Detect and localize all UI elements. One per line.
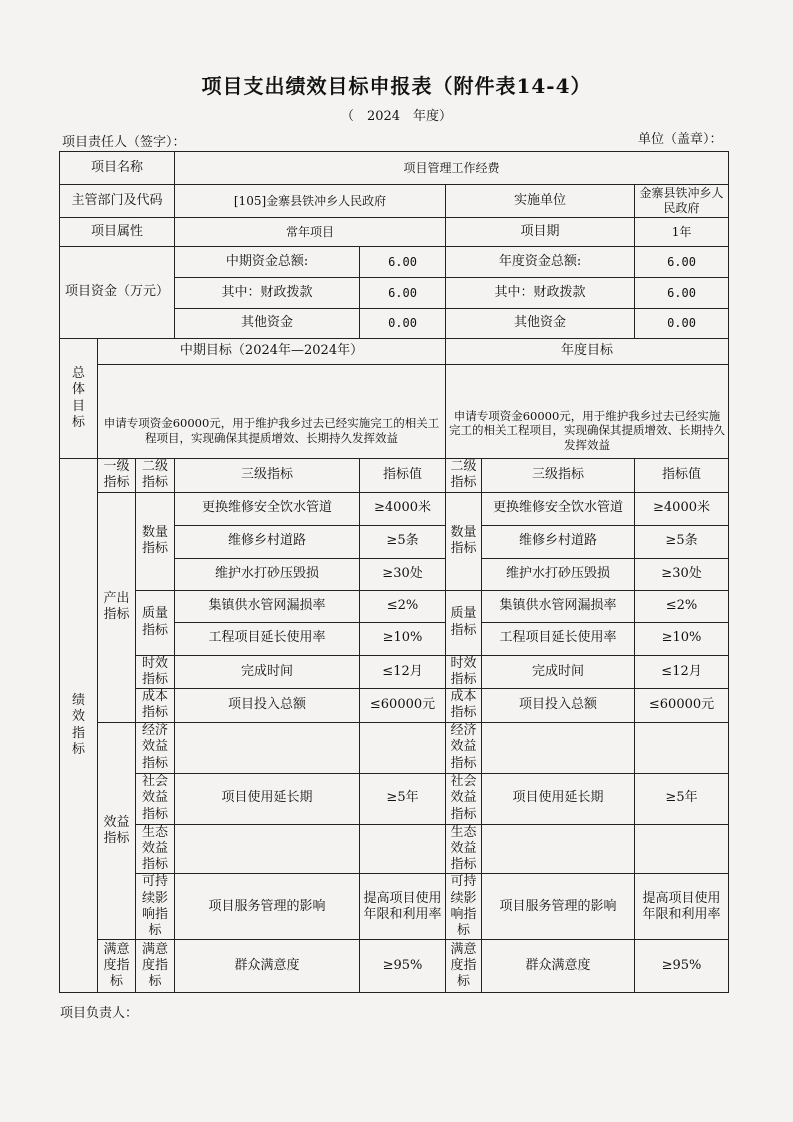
cat-time-year: 时效指标 [446,655,482,689]
mid-total-value: 6.00 [360,247,446,278]
su1-name: 项目服务管理的影响 [175,874,360,940]
col-value-year: 指标值 [635,459,729,493]
year-total-value: 6.00 [635,247,729,278]
cat-cost-year: 成本指标 [446,689,482,723]
sa1-name: 群众满意度 [175,940,360,993]
mid-goal-text: 申请专项资金60000元，用于维护我乡过去已经实施完工的相关工程项目，实现确保其提质增效、长期持久发挥效益 [98,365,446,459]
q2-name-year: 维修乡村道路 [482,525,635,558]
col-level3: 三级指标 [175,459,360,493]
year-fiscal-value: 6.00 [635,278,729,309]
econ-name-empty [175,722,360,773]
mid-other-value: 0.00 [360,309,446,339]
eco-name-empty [175,824,360,874]
cat-quality: 质量指标 [136,590,175,655]
eco-value-year-empty [635,824,729,874]
q3-value-year: ≥30处 [635,558,729,590]
year-total-label: 年度资金总额: [446,247,635,278]
q3-value: ≥30处 [360,558,446,590]
year-line: （ 2024 年度） [340,109,453,124]
project-leader-label: 项目负责人： [60,1006,139,1021]
cat-quantity: 数量指标 [136,492,175,590]
col-level3-year: 三级指标 [482,459,635,493]
sa1-name-year: 群众满意度 [482,940,635,993]
cat-quality-year: 质量指标 [446,590,482,655]
t1-value: ≤12月 [360,655,446,689]
su1-value-year: 提高项目使用年限和利用率 [635,874,729,940]
t1-name: 完成时间 [175,655,360,689]
cat-time: 时效指标 [136,655,175,689]
q2-value-year: ≥5条 [635,525,729,558]
mid-other-label: 其他资金 [175,309,360,339]
s1-name-year: 项目使用延长期 [482,773,635,824]
cat-sustain: 可持续影响指标 [136,874,175,940]
period-label: 项目期 [446,218,635,247]
dept-value: [105]金寨县铁冲乡人民政府 [175,185,446,218]
s1-name: 项目使用延长期 [175,773,360,824]
ql1-value: ≤2% [360,590,446,622]
t1-value-year: ≤12月 [635,655,729,689]
benefit-label: 效益指标 [98,722,136,940]
q1-value-year: ≥4000米 [635,492,729,525]
sa1-value: ≥95% [360,940,446,993]
mid-fiscal-label: 其中：财政拨款 [175,278,360,309]
col-level2-year: 二级指标 [446,459,482,493]
eco-name-year-empty [482,824,635,874]
indicators-section-label: 绩 效 指 标 [60,459,98,993]
q3-name-year: 维护水打砂压毁损 [482,558,635,590]
c1-name-year: 项目投入总额 [482,689,635,723]
output-label: 产出指标 [98,492,136,722]
q1-value: ≥4000米 [360,492,446,525]
c1-value-year: ≤60000元 [635,689,729,723]
unit-label: 单位（盖章）： [638,132,723,147]
sa1-value-year: ≥95% [635,940,729,993]
eco-value-empty [360,824,446,874]
period-value: 1年 [635,218,729,247]
attr-label: 项目属性 [60,218,175,247]
cat-satisfaction-year: 满意度指标 [446,940,482,993]
year-other-label: 其他资金 [446,309,635,339]
col-value: 指标值 [360,459,446,493]
cat-economic: 经济效益指标 [136,722,175,773]
goals-label: 总 体 目 标 [60,339,98,459]
performance-table [59,151,729,993]
cat-eco: 生态效益指标 [136,824,175,874]
year-goal-header: 年度目标 [446,339,729,365]
ql1-value-year: ≤2% [635,590,729,622]
q2-value: ≥5条 [360,525,446,558]
c1-value: ≤60000元 [360,689,446,723]
ql2-name: 工程项目延长使用率 [175,622,360,655]
mid-fiscal-value: 6.00 [360,278,446,309]
ql2-name-year: 工程项目延长使用率 [482,622,635,655]
funds-label: 项目资金（万元） [60,247,175,339]
year-goal-text: 申请专项资金60000元，用于维护我乡过去已经实施完工的相关工程项目，实现确保其提质增效、长期持久发挥效益 [446,365,729,459]
s1-value-year: ≥5年 [635,773,729,824]
q2-name: 维修乡村道路 [175,525,360,558]
s1-value: ≥5年 [360,773,446,824]
cat-satisfaction: 满意度指标 [136,940,175,993]
ql2-value-year: ≥10% [635,622,729,655]
su1-value: 提高项目使用年限和利用率 [360,874,446,940]
impl-value: 金寨县铁冲乡人民政府 [635,185,729,218]
ql1-name-year: 集镇供水管网漏损率 [482,590,635,622]
col-level2: 二级指标 [136,459,175,493]
cat-social: 社会效益指标 [136,773,175,824]
q1-name: 更换维修安全饮水管道 [175,492,360,525]
satisfaction-label: 满意度指标 [98,940,136,993]
cat-social-year: 社会效益指标 [446,773,482,824]
mid-goal-header: 中期目标（2024年—2024年） [98,339,446,365]
c1-name: 项目投入总额 [175,689,360,723]
responsible-label: 项目责任人（签字）： [62,135,186,150]
dept-label: 主管部门及代码 [60,185,175,218]
col-level1: 一级指标 [98,459,136,493]
cat-quantity-year: 数量指标 [446,492,482,590]
mid-total-label: 中期资金总额: [175,247,360,278]
su1-name-year: 项目服务管理的影响 [482,874,635,940]
ql1-name: 集镇供水管网漏损率 [175,590,360,622]
q1-name-year: 更换维修安全饮水管道 [482,492,635,525]
page-title: 项目支出绩效目标申报表（附件表14-4） [201,74,592,98]
cat-sustain-year: 可持续影响指标 [446,874,482,940]
year-other-value: 0.00 [635,309,729,339]
cat-cost: 成本指标 [136,689,175,723]
econ-value-empty [360,722,446,773]
cat-eco-year: 生态效益指标 [446,824,482,874]
year-fiscal-label: 其中：财政拨款 [446,278,635,309]
econ-name-year-empty [482,722,635,773]
ql2-value: ≥10% [360,622,446,655]
attr-value: 常年项目 [175,218,446,247]
impl-label: 实施单位 [446,185,635,218]
q3-name: 维护水打砂压毁损 [175,558,360,590]
cat-economic-year: 经济效益指标 [446,722,482,773]
econ-value-year-empty [635,722,729,773]
t1-name-year: 完成时间 [482,655,635,689]
project-name-value: 项目管理工作经费 [175,152,729,185]
project-name-label: 项目名称 [60,152,175,185]
